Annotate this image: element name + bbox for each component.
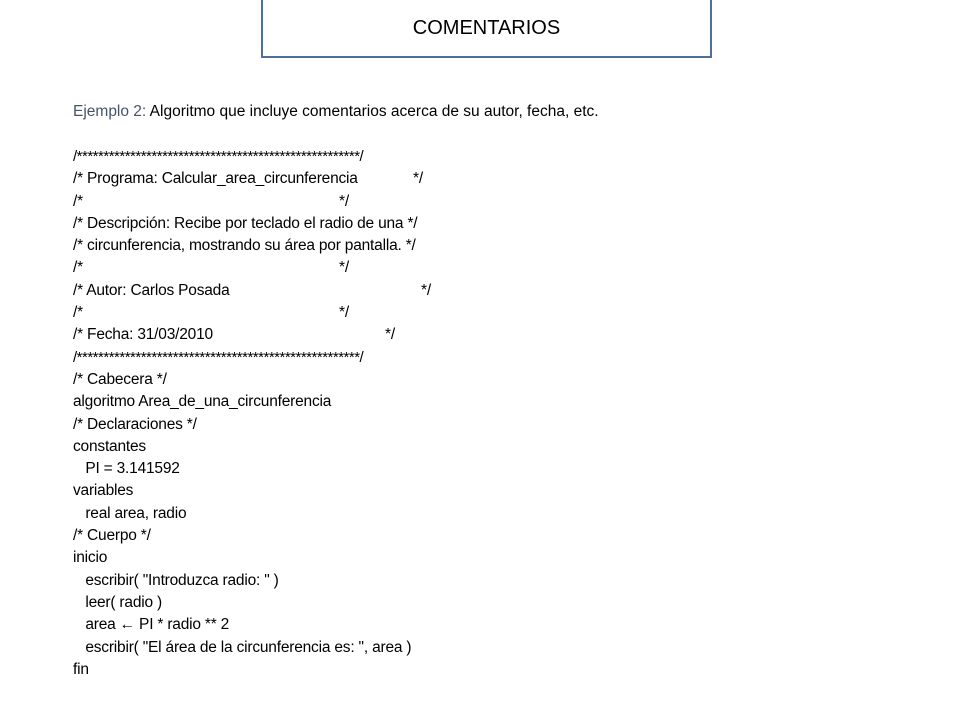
example-label: Ejemplo 2: bbox=[73, 103, 147, 120]
code-line-text: /* bbox=[73, 192, 83, 210]
pseudocode-listing bbox=[73, 146, 431, 681]
example-heading bbox=[73, 103, 599, 121]
code-line bbox=[73, 324, 417, 346]
code-line bbox=[73, 191, 417, 213]
slide-title-box bbox=[261, 0, 712, 58]
code-line bbox=[73, 146, 417, 168]
example-description: Algoritmo que incluye comentarios acerca de su autor, fecha, etc. bbox=[146, 103, 599, 120]
code-comment-close: */ bbox=[421, 281, 431, 299]
code-line-text: algoritmo Area_de_una_circunferencia bbox=[73, 393, 332, 411]
code-comment-close: */ bbox=[385, 326, 395, 344]
code-line-text: /* Autor: Carlos Posada bbox=[73, 281, 230, 299]
code-line-text: escribir( "El área de la circunferencia es: ", area ) bbox=[73, 638, 412, 656]
code-line bbox=[73, 547, 417, 569]
code-line-text: /*****************************************************/ bbox=[73, 348, 364, 366]
code-line-text: escribir( "Introduzca radio: " ) bbox=[73, 571, 279, 589]
code-line bbox=[73, 168, 423, 190]
code-comment-close: */ bbox=[339, 304, 349, 322]
code-line bbox=[73, 637, 417, 659]
code-comment-close: */ bbox=[339, 192, 349, 210]
code-line bbox=[73, 414, 417, 436]
code-line-text: PI = 3.141592 bbox=[73, 460, 180, 478]
code-line bbox=[73, 347, 417, 369]
code-line bbox=[73, 280, 431, 302]
code-line bbox=[73, 570, 417, 592]
slide-title: COMENTARIOS bbox=[412, 16, 561, 39]
code-line-text: /* Fecha: 31/03/2010 bbox=[73, 326, 213, 344]
code-line bbox=[73, 235, 417, 257]
code-line bbox=[73, 302, 417, 324]
code-line bbox=[73, 391, 417, 413]
code-line bbox=[73, 659, 417, 681]
code-line bbox=[73, 592, 417, 614]
code-line bbox=[73, 480, 417, 502]
code-line bbox=[73, 369, 417, 391]
code-line-text: inicio bbox=[73, 549, 108, 567]
code-line bbox=[73, 436, 417, 458]
code-line bbox=[73, 213, 417, 235]
code-line-text: fin bbox=[73, 660, 89, 678]
code-line-text: /* Cabecera */ bbox=[73, 370, 167, 388]
code-line-text: variables bbox=[73, 482, 134, 500]
code-line-text: area ← PI * radio ** 2 bbox=[73, 616, 230, 634]
code-line bbox=[73, 503, 417, 525]
code-line-text: /* circunferencia, mostrando su área por pantalla. */ bbox=[73, 237, 416, 255]
code-line-text: /* Declaraciones */ bbox=[73, 415, 197, 433]
code-comment-close: */ bbox=[339, 259, 349, 277]
code-line bbox=[73, 458, 417, 480]
code-line-text: /* Descripción: Recibe por teclado el radio de una */ bbox=[73, 214, 418, 232]
code-line-text: constantes bbox=[73, 437, 146, 455]
code-line bbox=[73, 257, 417, 279]
code-line-text: /* bbox=[73, 304, 83, 322]
code-line-text: leer( radio ) bbox=[73, 593, 162, 611]
code-line-text: /* Programa: Calcular_area_circunferencia bbox=[73, 170, 358, 188]
code-line-text: real area, radio bbox=[73, 504, 187, 522]
code-line bbox=[73, 614, 417, 636]
code-line-text: /*****************************************************/ bbox=[73, 148, 364, 165]
code-line bbox=[73, 525, 417, 547]
code-line-text: /* bbox=[73, 259, 83, 277]
code-line-text: /* Cuerpo */ bbox=[73, 527, 151, 545]
code-comment-close: */ bbox=[413, 170, 423, 188]
